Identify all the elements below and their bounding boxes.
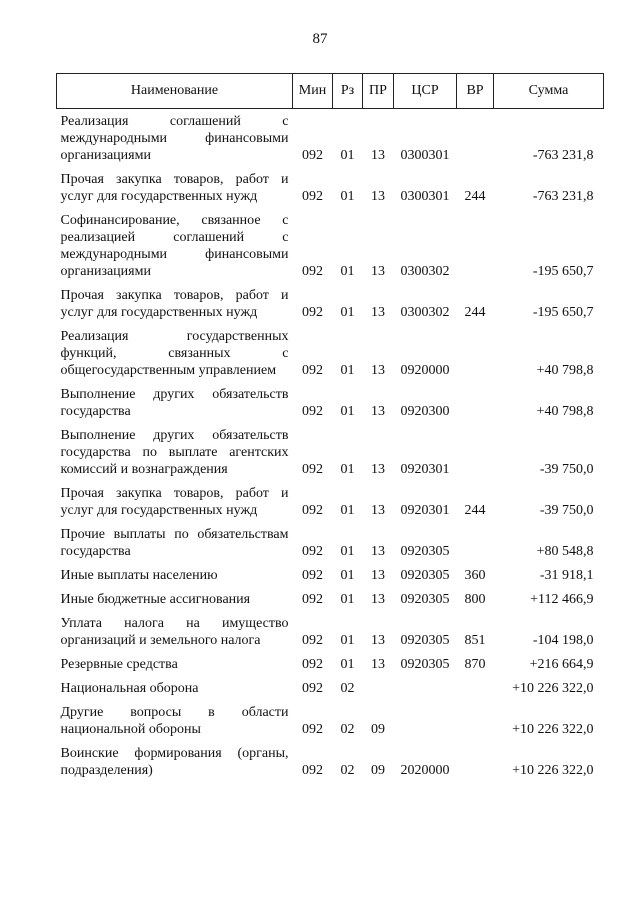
cell-pr: 13 (371, 592, 385, 607)
cell-csr: 0920305 (400, 592, 450, 607)
cell-pr: 09 (371, 722, 385, 737)
cell-min: 092 (302, 503, 323, 518)
table-row (57, 382, 604, 423)
cell-csr: 0300301 (400, 189, 450, 204)
table-row (57, 700, 604, 741)
cell-pr: 13 (371, 462, 385, 477)
table-row (57, 563, 604, 587)
cell-name: Реализация соглашений с международными финансовыми организациями (60, 114, 289, 163)
cell-pr: 13 (371, 404, 385, 419)
cell-name: Воинские формирования (органы, подразделения) (60, 746, 289, 778)
cell-min: 092 (302, 763, 323, 778)
cell-min: 092 (302, 363, 323, 378)
cell-name: Резервные средства (60, 657, 178, 672)
cell-sum: -104 198,0 (532, 633, 594, 648)
cell-csr: 0920305 (400, 657, 450, 672)
cell-csr: 0300301 (400, 148, 450, 163)
cell-csr (394, 700, 457, 741)
cell-name: Софинансирование, связанное с реализацией соглашений с международными финансовыми организациями (60, 213, 289, 279)
cell-name: Национальная оборона (60, 681, 199, 696)
cell-rz: 01 (340, 363, 355, 378)
cell-rz: 01 (340, 462, 355, 477)
cell-csr: 0920301 (400, 462, 450, 477)
cell-name: Иные выплаты населению (60, 568, 218, 583)
cell-name: Выполнение других обязательств государства по выплате агентских комиссий и вознаграждения (60, 428, 289, 477)
cell-rz: 01 (340, 148, 355, 163)
cell-rz: 01 (340, 592, 355, 607)
cell-pr: 13 (371, 363, 385, 378)
cell-vr (457, 522, 494, 563)
cell-pr: 13 (371, 264, 385, 279)
cell-vr: 800 (464, 592, 486, 607)
cell-name: Прочая закупка товаров, работ и услуг для государственных нужд (60, 486, 289, 518)
cell-min: 092 (302, 148, 323, 163)
cell-pr: 13 (371, 503, 385, 518)
cell-sum: -39 750,0 (539, 462, 594, 477)
cell-sum: -195 650,7 (532, 305, 594, 320)
cell-vr (457, 324, 494, 382)
cell-vr: 360 (464, 568, 486, 583)
table-row (57, 676, 604, 700)
cell-min: 092 (302, 722, 323, 737)
cell-name: Выполнение других обязательств государства (60, 387, 289, 419)
header-csr: ЦСР (394, 74, 457, 109)
table-body (57, 109, 604, 783)
table-row (57, 208, 604, 283)
cell-sum: -31 918,1 (539, 568, 594, 583)
cell-vr (457, 700, 494, 741)
cell-rz: 02 (340, 763, 355, 778)
cell-pr: 09 (371, 763, 385, 778)
header-row (57, 74, 604, 109)
table-row (57, 522, 604, 563)
cell-csr: 0920305 (400, 633, 450, 648)
cell-min: 092 (302, 189, 323, 204)
cell-sum: +40 798,8 (536, 363, 594, 378)
cell-csr: 0920000 (400, 363, 450, 378)
cell-sum: +112 466,9 (530, 592, 594, 607)
cell-sum: +80 548,8 (536, 544, 594, 559)
cell-rz: 01 (340, 189, 355, 204)
cell-csr (394, 676, 457, 700)
cell-sum: +216 664,9 (529, 657, 594, 672)
page-number: 87 (312, 31, 328, 47)
cell-min: 092 (302, 633, 323, 648)
cell-vr (457, 741, 494, 782)
cell-csr: 0920301 (400, 503, 450, 518)
cell-sum: +10 226 322,0 (512, 722, 594, 737)
cell-min: 092 (302, 592, 323, 607)
table-header (57, 74, 604, 109)
cell-sum: -763 231,8 (532, 148, 594, 163)
cell-min: 092 (302, 568, 323, 583)
cell-csr: 0300302 (400, 264, 450, 279)
cell-name: Прочая закупка товаров, работ и услуг для государственных нужд (60, 288, 289, 320)
cell-rz: 02 (340, 681, 355, 696)
cell-pr: 13 (371, 305, 385, 320)
cell-rz: 01 (340, 633, 355, 648)
cell-sum: +10 226 322,0 (512, 681, 594, 696)
cell-csr: 2020000 (400, 763, 450, 778)
cell-name: Прочая закупка товаров, работ и услуг для государственных нужд (60, 172, 289, 204)
table-row (57, 423, 604, 481)
cell-vr: 244 (464, 305, 486, 320)
cell-name: Другие вопросы в области национальной обороны (60, 705, 289, 737)
header-rz: Рз (333, 74, 363, 109)
cell-pr: 13 (371, 148, 385, 163)
cell-min: 092 (302, 657, 323, 672)
cell-vr: 244 (464, 503, 486, 518)
table-row (57, 481, 604, 522)
cell-rz: 01 (340, 264, 355, 279)
table-row (57, 109, 604, 168)
cell-min: 092 (302, 404, 323, 419)
cell-rz: 01 (340, 568, 355, 583)
cell-min: 092 (302, 544, 323, 559)
cell-vr: 244 (464, 189, 486, 204)
cell-rz: 02 (340, 722, 355, 737)
cell-name: Иные бюджетные ассигнования (60, 592, 251, 607)
header-vr: ВР (457, 74, 494, 109)
cell-csr: 0920305 (400, 568, 450, 583)
cell-pr: 13 (371, 633, 385, 648)
cell-csr: 0920300 (400, 404, 450, 419)
header-sum: Сумма (494, 74, 604, 109)
cell-min: 092 (302, 681, 323, 696)
cell-name: Реализация государственных функций, связанных с общегосударственным управлением (60, 329, 289, 378)
cell-vr (457, 423, 494, 481)
cell-vr (457, 208, 494, 283)
header-name: Наименование (57, 74, 293, 109)
cell-rz: 01 (340, 657, 355, 672)
cell-name: Прочие выплаты по обязательствам государства (60, 527, 289, 559)
budget-table (56, 73, 604, 782)
cell-min: 092 (302, 462, 323, 477)
cell-pr (363, 676, 394, 700)
cell-sum: -763 231,8 (532, 189, 594, 204)
table-row (57, 324, 604, 382)
table-row (57, 587, 604, 611)
cell-rz: 01 (340, 305, 355, 320)
cell-rz: 01 (340, 503, 355, 518)
cell-sum: +10 226 322,0 (512, 763, 594, 778)
cell-csr: 0300302 (400, 305, 450, 320)
cell-min: 092 (302, 305, 323, 320)
cell-csr: 0920305 (400, 544, 450, 559)
cell-sum: -195 650,7 (532, 264, 594, 279)
table-row (57, 167, 604, 208)
cell-vr (457, 382, 494, 423)
table-row (57, 611, 604, 652)
table-row (57, 283, 604, 324)
table-row (57, 741, 604, 782)
cell-vr: 870 (464, 657, 486, 672)
cell-pr: 13 (371, 544, 385, 559)
cell-vr: 851 (464, 633, 486, 648)
cell-vr (457, 676, 494, 700)
cell-pr: 13 (371, 189, 385, 204)
cell-name: Уплата налога на имущество организаций и земельного налога (60, 616, 289, 648)
cell-vr (457, 109, 494, 168)
cell-pr: 13 (371, 657, 385, 672)
cell-sum: +40 798,8 (536, 404, 594, 419)
cell-rz: 01 (340, 544, 355, 559)
cell-min: 092 (302, 264, 323, 279)
header-min: Мин (293, 74, 333, 109)
cell-rz: 01 (340, 404, 355, 419)
header-pr: ПР (363, 74, 394, 109)
cell-pr: 13 (371, 568, 385, 583)
table-row (57, 652, 604, 676)
cell-sum: -39 750,0 (539, 503, 594, 518)
